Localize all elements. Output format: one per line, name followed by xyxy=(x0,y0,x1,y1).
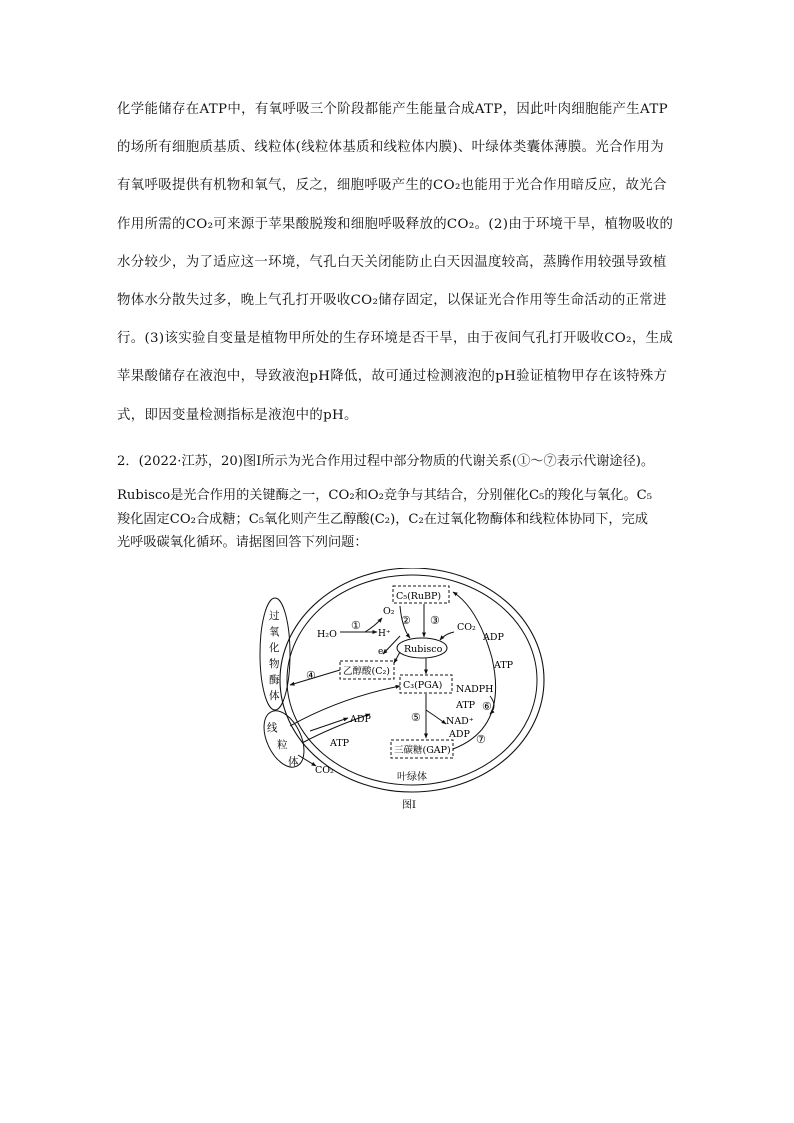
answer-explanation xyxy=(117,91,682,435)
figure-caption: 图Ⅰ xyxy=(402,800,416,811)
atp-mid-label: ATP xyxy=(456,700,476,711)
question-line: 羧化固定CO₂合成糖；C₅氧化则产生乙醇酸(C₂)，C₂在过氧化物酶体和线粒体协同下，完成 xyxy=(117,511,648,527)
answer-line: 苹果酸储存在液泡中，导致液泡pH降低，故可通过检测液泡的pH验证植物甲存在该特殊方 xyxy=(117,369,668,385)
glycolate-label: 乙醇酸(C₂) xyxy=(343,666,390,677)
e-minus-label: e⁻ xyxy=(378,647,389,657)
answer-line: 物体水分散失过多，晚上气孔打开吸收CO₂储存固定，以保证光合作用等生命活动的正常进 xyxy=(117,292,667,308)
answer-line: 作用所需的CO₂可来源于苹果酸脱羧和细胞呼吸释放的CO₂。(2)由于环境干旱，植物吸收的 xyxy=(117,216,674,232)
answer-line: 水分较少，为了适应这一环境，气孔白天关闭能防止白天因温度较高，蒸腾作用较强导致植 xyxy=(117,254,667,270)
pathway-mark-3: ③ xyxy=(430,614,440,627)
adp-mid-label: ADP xyxy=(449,729,470,740)
mitochondrion-char: 体 xyxy=(288,756,299,768)
nadph-label: NADPH xyxy=(456,684,494,695)
mitochondrion-char: 粒 xyxy=(277,739,288,751)
pathway-mark-2: ② xyxy=(401,614,411,627)
chloroplast-label: 叶绿体 xyxy=(397,772,427,783)
question-stem xyxy=(117,484,692,555)
co2-top-label: CO₂ xyxy=(457,622,476,633)
gap-label: 三碳糖(GAP) xyxy=(394,745,451,756)
pathway-mark-6: ⑥ xyxy=(482,700,492,713)
peroxisome-char: 体 xyxy=(269,690,280,702)
peroxisome-char: 化 xyxy=(269,642,280,654)
co2-bottom-label: CO₂ xyxy=(315,765,334,776)
peroxisome-char: 物 xyxy=(269,658,280,670)
atp-left-label: ATP xyxy=(330,738,350,749)
question-heading: 2．(2022·江苏，20)图Ⅰ所示为光合作用过程中部分物质的代谢关系(①～⑦表示代谢途径)。 xyxy=(117,454,655,469)
pathway-mark-1: ① xyxy=(351,619,361,632)
c5-label: C₅(RuBP) xyxy=(396,591,442,602)
nad-plus-label: NAD⁺ xyxy=(446,716,474,727)
answer-line: 有氧呼吸提供有机物和氧气，反之，细胞呼吸产生的CO₂也能用于光合作用暗反应，故光合 xyxy=(117,178,667,194)
peroxisome-char: 过 xyxy=(269,610,280,622)
peroxisome-char: 氧 xyxy=(269,626,280,638)
question-line: Rubisco是光合作用的关键酶之一，CO₂和O₂竞争与其结合，分别催化C₅的羧化与氧化。C₅ xyxy=(117,488,653,503)
h-plus-label: H⁺ xyxy=(378,629,391,639)
pathway-mark-7: ⑦ xyxy=(476,733,486,746)
h2o-label: H₂O xyxy=(317,629,337,640)
atp-right-label: ATP xyxy=(494,660,514,671)
answer-line: 的场所有细胞质基质、线粒体(线粒体基质和线粒体内膜)、叶绿体类囊体薄膜。光合作用为 xyxy=(117,140,665,156)
answer-line: 化学能储存在ATP中，有氧呼吸三个阶段都能产生能量合成ATP，因此叶肉细胞能产生ATP xyxy=(117,102,668,117)
answer-line: 式，即因变量检测指标是液泡中的pH。 xyxy=(117,407,358,423)
pathway-mark-4: ④ xyxy=(306,669,316,682)
adp-right-label: ADP xyxy=(483,632,504,643)
adp-left-label: ADP xyxy=(350,714,371,725)
o2-label: O₂ xyxy=(383,606,395,617)
pga-label: C₃(PGA) xyxy=(403,680,443,691)
metabolism-diagram xyxy=(250,568,560,818)
peroxisome-char: 酶 xyxy=(269,674,280,686)
question-line: 光呼吸碳氧化循环。请据图回答下列问题： xyxy=(117,535,368,550)
answer-line: 行。(3)该实验自变量是植物甲所处的生存环境是否干旱，由于夜间气孔打开吸收CO₂，生成 xyxy=(117,331,674,347)
mitochondrion-char: 线 xyxy=(267,722,278,734)
pathway-mark-5: ⑤ xyxy=(411,711,421,724)
rubisco-label: Rubisco xyxy=(404,644,443,655)
